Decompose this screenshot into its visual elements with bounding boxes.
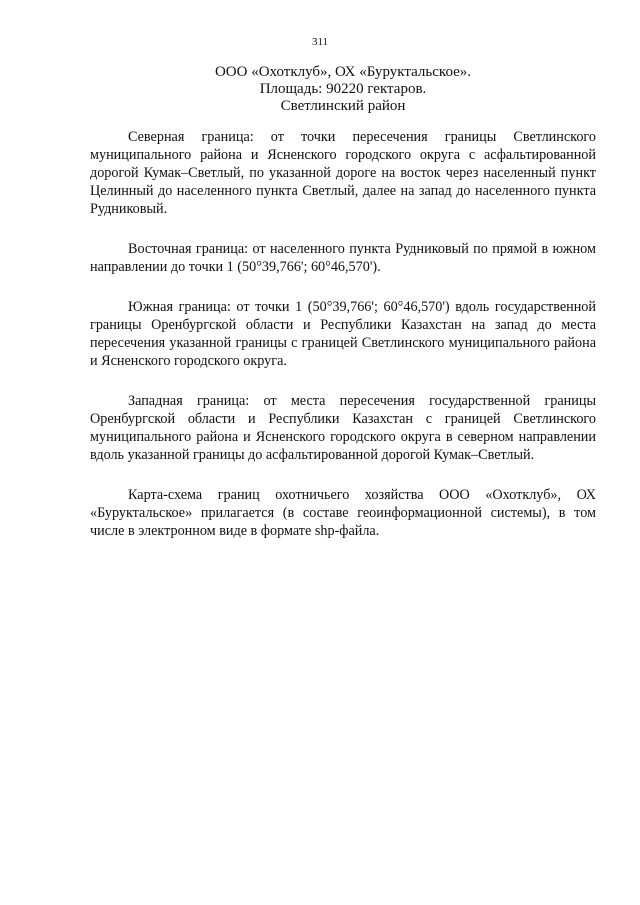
south-border-paragraph: Южная граница: от точки 1 (50°39,766'; 60°46,570') вдоль государственной границы Оренбургской области и Республики Казахстан на запад до места пересечения указанной границы с границей Светлинского муниципального района и Ясненского городского округа. [90, 299, 596, 369]
organization-title: ООО «Охотклуб», ОХ «Буруктальское». [214, 64, 472, 80]
east-border-paragraph: Восточная граница: от населенного пункта Рудниковый по прямой в южном направлении до точки 1 (50°39,766'; 60°46,570'). [90, 241, 596, 275]
map-note-paragraph: Карта-схема границ охотничьего хозяйства ООО «Охотклуб», ОХ «Буруктальское» прилагается (в составе геоинформационной системы), в том числе в электронном виде в формате shp-файла. [90, 487, 596, 539]
document-header [90, 64, 596, 115]
west-border-paragraph: Западная граница: от места пересечения государственной границы Оренбургской области и Республики Казахстан с границей Светлинского муниципального района и Ясненского городского округа в северном направлении вдоль указанной границы до асфальтированной дорогой Кумак–Светлый. [90, 393, 596, 463]
north-border-paragraph: Северная граница: от точки пересечения границы Светлинского муниципального района и Ясненского городского округа с асфальтированной дорогой Кумак–Светлый, по указанной дороге на восток через населенный пункт Целинный до населенного пункта Светлый, далее на запад до населенного пункта Рудниковый. [90, 129, 596, 217]
area-line: Площадь: 90220 гектаров. [259, 81, 427, 97]
district-line: Светлинский район [280, 98, 406, 114]
document-body [90, 128, 596, 562]
page-number: 311 [311, 36, 329, 48]
